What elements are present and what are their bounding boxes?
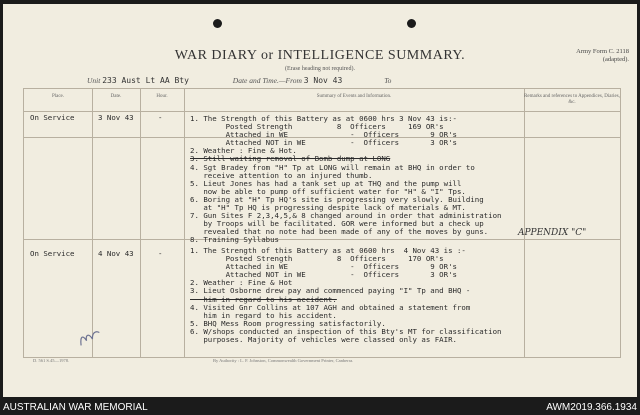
entry-date: 3 Nov 43 [98, 113, 134, 122]
summary-line: 6. Boring at "H" Tp HQ's site is progressing very slowly. Building [190, 194, 484, 204]
appendix-note: APPENDIX "C" [518, 228, 587, 238]
summary-line: 7. Gun Sites F 2,3,4,5,& 8 changed around in order that administration [190, 211, 502, 221]
col-header-date: Date. [110, 94, 122, 99]
archive-name: AUSTRALIAN WAR MEMORIAL [3, 402, 148, 413]
summary-line: 5. BHQ Mess Room progressing satisfactorily. [190, 318, 386, 328]
summary-line: Attached in WE - Officers 9 OR's [190, 262, 457, 272]
summary-line: Attached NOT in WE - Officers 3 OR's [190, 138, 457, 148]
summary-line: 2. Weather : Fine & Hot [190, 278, 293, 288]
summary-line: purposes. Majority of vehicles were classed only as FAIR. [190, 335, 457, 345]
summary-line: by Troops will be facilitated. GOR were informed but a check up [190, 219, 484, 229]
summary-line: 1. The Strength of this Battery as at 0600 hrs 3 Nov 43 is:- [190, 114, 457, 123]
form-number: Army Form C. 2118 [576, 48, 629, 55]
summary-line: 5. Lieut Jones has had a tank set up at THQ and the pump will [190, 178, 462, 188]
summary-line: Attached in WE - Officers 9 OR's [190, 130, 457, 140]
summary-line: 1. The Strength of this Battery as at 0600 hrs 4 Nov 43 is :- [190, 246, 466, 255]
date-value: 3 Nov 43 [303, 76, 343, 85]
summary-line: Posted Strength 8 Officers 169 OR's [190, 122, 444, 132]
summary-line: 6. W/shops conducted an inspection of this Bty's MT for classification [190, 326, 502, 336]
page-title: WAR DIARY or INTELLIGENCE SUMMARY. [174, 48, 466, 63]
summary-line: at "H" Tp HQ is progressing despite lack of materials & MT. [190, 203, 466, 213]
col-header-place: Place. [51, 94, 65, 99]
summary-line: 4. Sgt Bradey from "H" Tp at LONG will remain at BHQ in order to [190, 162, 475, 172]
entry-summary [190, 247, 501, 344]
footer-code: D. 561 S.45—1978. [33, 358, 70, 363]
entry-place: On Service [30, 249, 75, 258]
archive-caption-bar [0, 401, 640, 415]
col-header-summary: Summary of Events and Information. [316, 94, 392, 99]
summary-line: him in regard to his accident. [190, 294, 337, 304]
summary-line: Attached NOT in WE - Officers 3 OR's [190, 270, 457, 280]
form-adapted: (adapted). [602, 56, 629, 63]
date-label: Date and Time.—From [232, 76, 302, 85]
footer-printer: By Authority : L. F. Johnston, Commonwealth Government Printer, Canberra. [213, 358, 354, 363]
unit-label: Unit [87, 76, 101, 85]
summary-line: revealed that no note had been made of any of the moves by guns. [190, 227, 489, 237]
entry-hour: - [158, 249, 163, 258]
col-header-hour: Hour. [156, 94, 168, 99]
entry-place: On Service [30, 113, 75, 122]
col-header-remarks: Remarks and references to Appendices, Diaries, &c. [524, 94, 620, 105]
entry-summary [190, 115, 501, 245]
diary-table [23, 88, 621, 358]
to-label: To [384, 76, 392, 85]
page-subtitle: (Erase heading not required). [285, 66, 355, 72]
unit-value: 233 Aust Lt AA Bty [102, 76, 189, 85]
summary-line: 3. Lieut Osborne drew pay and commenced paying "I" Tp and BHQ - [190, 286, 471, 296]
summary-line: 2. Weather : Fine & Hot. [190, 146, 297, 156]
diary-page [3, 4, 637, 397]
army-form-label [576, 48, 629, 64]
entry-date: 4 Nov 43 [98, 249, 134, 258]
summary-line: Posted Strength 8 Officers 170 OR's [190, 254, 444, 264]
archive-id: AWM2019.366.1934 [546, 402, 637, 413]
summary-line: 8. Training Syllabus [190, 235, 279, 245]
entry-hour: - [158, 113, 163, 122]
summary-line: now be able to pump off sufficient water for "H" & "I" Tps. [190, 186, 466, 196]
unit-row [87, 76, 391, 85]
summary-line: 3. Still waiting removal of Bomb dump at LONG [190, 154, 391, 164]
summary-line: him in regard to his accident. [190, 310, 337, 320]
summary-line: receive attention to an injured thumb. [190, 170, 373, 180]
summary-line: 4. Visited Gnr Collins at 107 AGH and obtained a statement from [190, 302, 471, 312]
